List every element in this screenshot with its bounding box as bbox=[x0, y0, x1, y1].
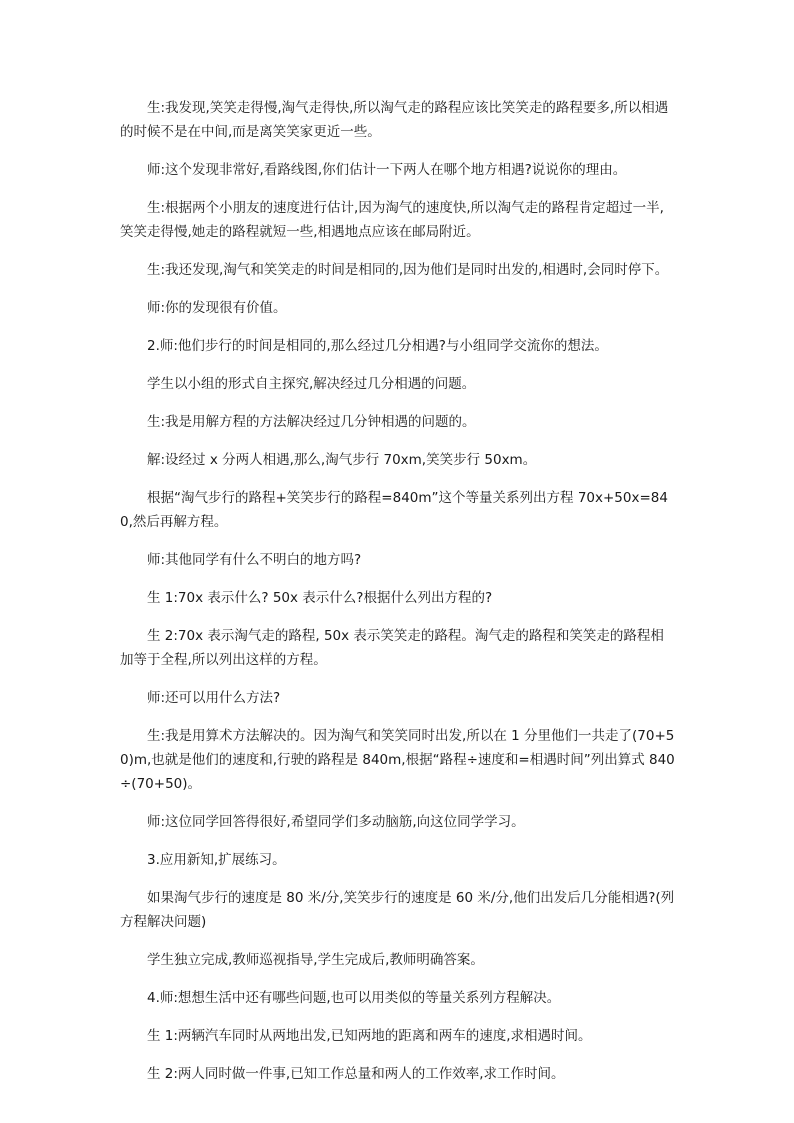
paragraph-2: 师:这个发现非常好,看路线图,你们估计一下两人在哪个地方相遇?说说你的理由。 bbox=[147, 162, 627, 178]
paragraph-11: 师:其他同学有什么不明白的地方吗? bbox=[147, 552, 362, 568]
paragraph-4: 生:我还发现,淘气和笑笑走的时间是相同的,因为他们是同时出发的,相遇时,会同时停下。 bbox=[147, 262, 669, 278]
paragraph-17: 3.应用新知,扩展练习。 bbox=[147, 852, 286, 868]
paragraph-21: 生 1:两辆汽车同时从两地出发,已知两地的距离和两车的速度,求相遇时间。 bbox=[147, 1028, 592, 1044]
paragraph-1: 生:我发现,笑笑走得慢,淘气走得快,所以淘气走的路程应该比笑笑走的路程要多,所以相遇的时候不是在中间,而是离笑笑家更近一些。 bbox=[120, 100, 669, 140]
paragraph-20: 4.师:想想生活中还有哪些问题,也可以用类似的等量关系列方程解决。 bbox=[147, 990, 561, 1006]
paragraph-19: 学生独立完成,教师巡视指导,学生完成后,教师明确答案。 bbox=[147, 952, 484, 968]
paragraph-22: 生 2:两人同时做一件事,已知工作总量和两人的工作效率,求工作时间。 bbox=[147, 1066, 565, 1082]
document-body bbox=[120, 96, 676, 1100]
paragraph-3: 生:根据两个小朋友的速度进行估计,因为淘气的速度快,所以淘气走的路程肯定超过一半,笑笑走得慢,她走的路程就短一些,相遇地点应该在邮局附近。 bbox=[120, 200, 664, 240]
paragraph-13: 生 2:70x 表示淘气走的路程, 50x 表示笑笑走的路程。淘气走的路程和笑笑走的路程相加等于全程,所以列出这样的方程。 bbox=[120, 628, 664, 668]
paragraph-5: 师:你的发现很有价值。 bbox=[147, 300, 287, 316]
paragraph-12: 生 1:70x 表示什么? 50x 表示什么?根据什么列出方程的? bbox=[147, 590, 493, 606]
paragraph-6: 2.师:他们步行的时间是相同的,那么经过几分相遇?与小组同学交流你的想法。 bbox=[147, 338, 608, 354]
paragraph-15: 生:我是用算术方法解决的。因为淘气和笑笑同时出发,所以在 1 分里他们一共走了(70+50)m,也就是他们的速度和,行驶的路程是 840m,根据“路程÷速度和=相遇时间”列出算式 840÷(70+50)。 bbox=[120, 728, 675, 792]
paragraph-14: 师:还可以用什么方法? bbox=[147, 690, 281, 706]
paragraph-8: 生:我是用解方程的方法解决经过几分钟相遇的问题的。 bbox=[147, 414, 476, 430]
paragraph-7: 学生以小组的形式自主探究,解决经过几分相遇的问题。 bbox=[147, 376, 476, 392]
paragraph-9: 解:设经过 x 分两人相遇,那么,淘气步行 70xm,笑笑步行 50xm。 bbox=[147, 452, 537, 468]
paragraph-10: 根据“淘气步行的路程+笑笑步行的路程=840m”这个等量关系列出方程 70x+50x=840,然后再解方程。 bbox=[120, 490, 668, 530]
paragraph-16: 师:这位同学回答得很好,希望同学们多动脑筋,向这位同学学习。 bbox=[147, 814, 525, 830]
paragraph-18: 如果淘气步行的速度是 80 米/分,笑笑步行的速度是 60 米/分,他们出发后几分能相遇?(列方程解决问题) bbox=[120, 890, 675, 930]
